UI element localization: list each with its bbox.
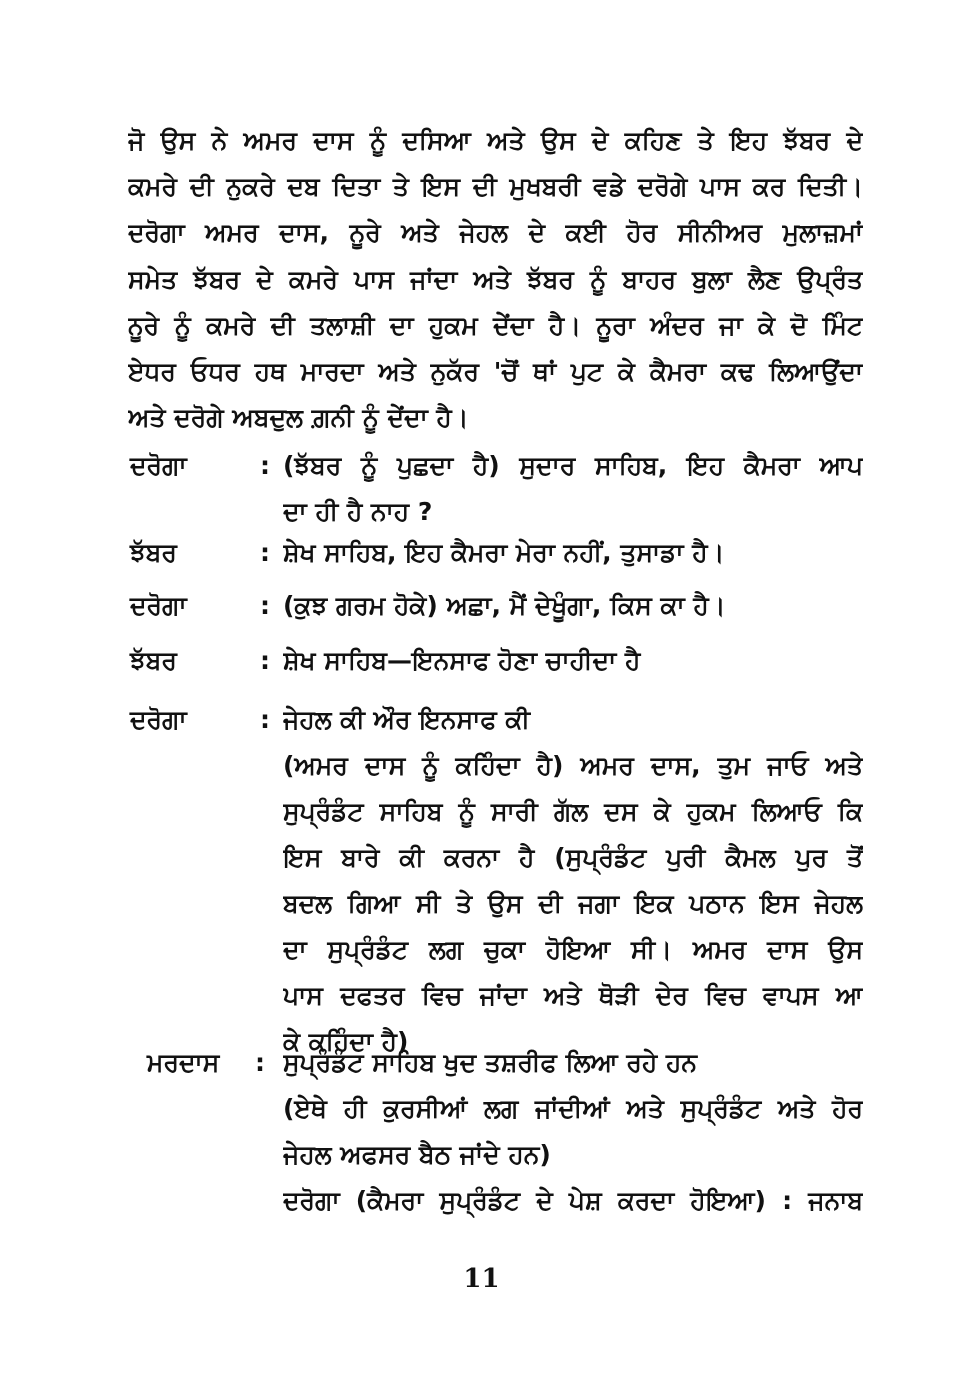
dialogue-line: (ਕੁਝ ਗਰਮ ਹੋਕੇ) ਅਛਾ, ਮੈਂ ਦੇਖੂੰਗਾ, ਕਿਸ ਕਾ ਹੈ। <box>283 591 726 620</box>
speaker-colon: : <box>260 538 270 567</box>
intro-line: ਨੂਰੇ ਨੂੰ ਕਮਰੇ ਦੀ ਤਲਾਸ਼ੀ ਦਾ ਹੁਕਮ ਦੇਂਦਾ ਹੈ। ਨੂਰਾ ਅੰਦਰ ਜਾ ਕੇ ਦੋ ਮਿੰਟ <box>128 310 863 340</box>
intro-line: ਦਰੋਗਾ ਅਮਰ ਦਾਸ, ਨੂਰੇ ਅਤੇ ਜੇਹਲ ਦੇ ਕਈ ਹੋਰ ਸੀਨੀਅਰ ਮੁਲਾਜ਼ਮਾਂ <box>128 218 863 248</box>
page-number: 11 <box>463 1264 500 1294</box>
dialogue-line: ਦਰੋਗਾ (ਕੈਮਰਾ ਸੁਪ੍ਰੰਡੰਟ ਦੇ ਪੇਸ਼ ਕਰਦਾ ਹੋਇਆ) : ਜਨਾਬ <box>283 1186 863 1215</box>
dialogue-line: ਸ਼ੇਖ ਸਾਹਿਬ—ਇਨਸਾਫ ਹੋਣਾ ਚਾਹੀਦਾ ਹੈ <box>283 646 641 675</box>
speaker-colon: : <box>260 591 270 620</box>
dialogue-line: (ਅਮਰ ਦਾਸ ਨੂੰ ਕਹਿੰਦਾ ਹੈ) ਅਮਰ ਦਾਸ, ਤੁਮ ਜਾਓ ਅਤੇ <box>283 751 863 780</box>
dialogue-line: ਸ਼ੇਖ ਸਾਹਿਬ, ਇਹ ਕੈਮਰਾ ਮੇਰਾ ਨਹੀਂ, ਤੁਸਾਡਾ ਹੈ। <box>283 538 725 567</box>
speaker-name: ਦਰੋਗਾ <box>130 451 187 480</box>
dialogue-line: ਦਾ ਹੀ ਹੈ ਨਾਹ ? <box>283 497 433 526</box>
dialogue-line: ਇਸ ਬਾਰੇ ਕੀ ਕਰਨਾ ਹੈ (ਸੁਪ੍ਰੰਡੰਟ ਪੁਰੀ ਕੈਮਲ ਪੁਰ ਤੋਂ <box>283 843 863 872</box>
dialogue-line: ਜੇਹਲ ਕੀ ਔਰ ਇਨਸਾਫ ਕੀ <box>283 705 530 734</box>
dialogue-text <box>283 583 863 629</box>
speaker-name: ਝੱਬਰ <box>130 646 177 675</box>
dialogue-text <box>283 530 863 576</box>
dialogue-line: ਦਾ ਸੁਪ੍ਰੰਡੰਟ ਲਗ ਚੁਕਾ ਹੋਇਆ ਸੀ। ਅਮਰ ਦਾਸ ਉਸ <box>283 935 863 964</box>
dialogue-line: (ਝੱਬਰ ਨੂੰ ਪੁਛਦਾ ਹੈ) ਸੁਦਾਰ ਸਾਹਿਬ, ਇਹ ਕੈਮਰਾ ਆਪ <box>283 451 863 480</box>
dialogue-text <box>283 443 863 535</box>
speaker-colon: : <box>255 1048 265 1077</box>
intro-line: ਸਮੇਤ ਝੱਬਰ ਦੇ ਕਮਰੇ ਪਾਸ ਜਾਂਦਾ ਅਤੇ ਝੱਬਰ ਨੂੰ ਬਾਹਰ ਬੁਲਾ ਲੈਣ ਉਪ੍ਰੰਤ <box>128 264 863 294</box>
dialogue-line: ਸੁਪ੍ਰੰਡੰਟ ਸਾਹਿਬ ਖੁਦ ਤਸ਼ਰੀਫ ਲਿਆ ਰਹੇ ਹਨ <box>283 1048 697 1077</box>
speaker-colon: : <box>260 451 270 480</box>
dialogue-text <box>283 638 863 684</box>
speaker-name: ਮਰਦਾਸ <box>147 1048 220 1077</box>
dialogue-line: ਜੇਹਲ ਅਫਸਰ ਬੈਠ ਜਾਂਦੇ ਹਨ) <box>283 1140 551 1169</box>
dialogue-line: ਸੁਪ੍ਰੰਡੰਟ ਸਾਹਿਬ ਨੂੰ ਸਾਰੀ ਗੱਲ ਦਸ ਕੇ ਹੁਕਮ ਲਿਆਓ ਕਿ <box>283 797 863 826</box>
speaker-name: ਦਰੋਗਾ <box>130 591 187 620</box>
intro-paragraph <box>128 118 863 441</box>
intro-line: ਜੋ ਉਸ ਨੇ ਅਮਰ ਦਾਸ ਨੂੰ ਦਸਿਆ ਅਤੇ ਉਸ ਦੇ ਕਹਿਣ ਤੇ ਇਹ ਝੱਬਰ ਦੇ <box>128 126 863 155</box>
dialogue-line: ਕੇ ਕਹਿੰਦਾ ਹੈ) <box>283 1027 409 1056</box>
dialogue-line: ਪਾਸ ਦਫਤਰ ਵਿਚ ਜਾਂਦਾ ਅਤੇ ਥੋੜੀ ਦੇਰ ਵਿਚ ਵਾਪਸ ਆ <box>283 981 863 1010</box>
dialogue-line: ਬਦਲ ਗਿਆ ਸੀ ਤੇ ਉਸ ਦੀ ਜਗਾ ਇਕ ਪਠਾਨ ਇਸ ਜੇਹਲ <box>283 889 863 918</box>
speaker-name: ਦਰੋਗਾ <box>130 705 187 734</box>
dialogue-text <box>283 1040 863 1224</box>
speaker-colon: : <box>260 705 270 734</box>
speaker-name: ਝੱਬਰ <box>130 538 177 567</box>
dialogue-text <box>283 697 863 1065</box>
speaker-colon: : <box>260 646 270 675</box>
intro-line: ਅਤੇ ਦਰੋਗੇ ਅਬਦੁਲ ਗ਼ਨੀ ਨੂੰ ਦੇਂਦਾ ਹੈ। <box>128 403 469 433</box>
intro-line: ਏਧਰ ਓਧਰ ਹਥ ਮਾਰਦਾ ਅਤੇ ਨੁਕੱਰ 'ਚੋਂ ਥਾਂ ਪੁਟ ਕੇ ਕੈਮਰਾ ਕਢ ਲਿਆਉਂਦਾ <box>128 357 863 387</box>
dialogue-line: (ਏਥੇ ਹੀ ਕੁਰਸੀਆਂ ਲਗ ਜਾਂਦੀਆਂ ਅਤੇ ਸੁਪ੍ਰੰਡੰਟ ਅਤੇ ਹੋਰ <box>283 1094 863 1123</box>
intro-line: ਕਮਰੇ ਦੀ ਨੁਕਰੇ ਦਬ ਦਿਤਾ ਤੇ ਇਸ ਦੀ ਮੁਖਬਰੀ ਵਡੇ ਦਰੋਗੇ ਪਾਸ ਕਰ ਦਿਤੀ। <box>128 172 863 202</box>
